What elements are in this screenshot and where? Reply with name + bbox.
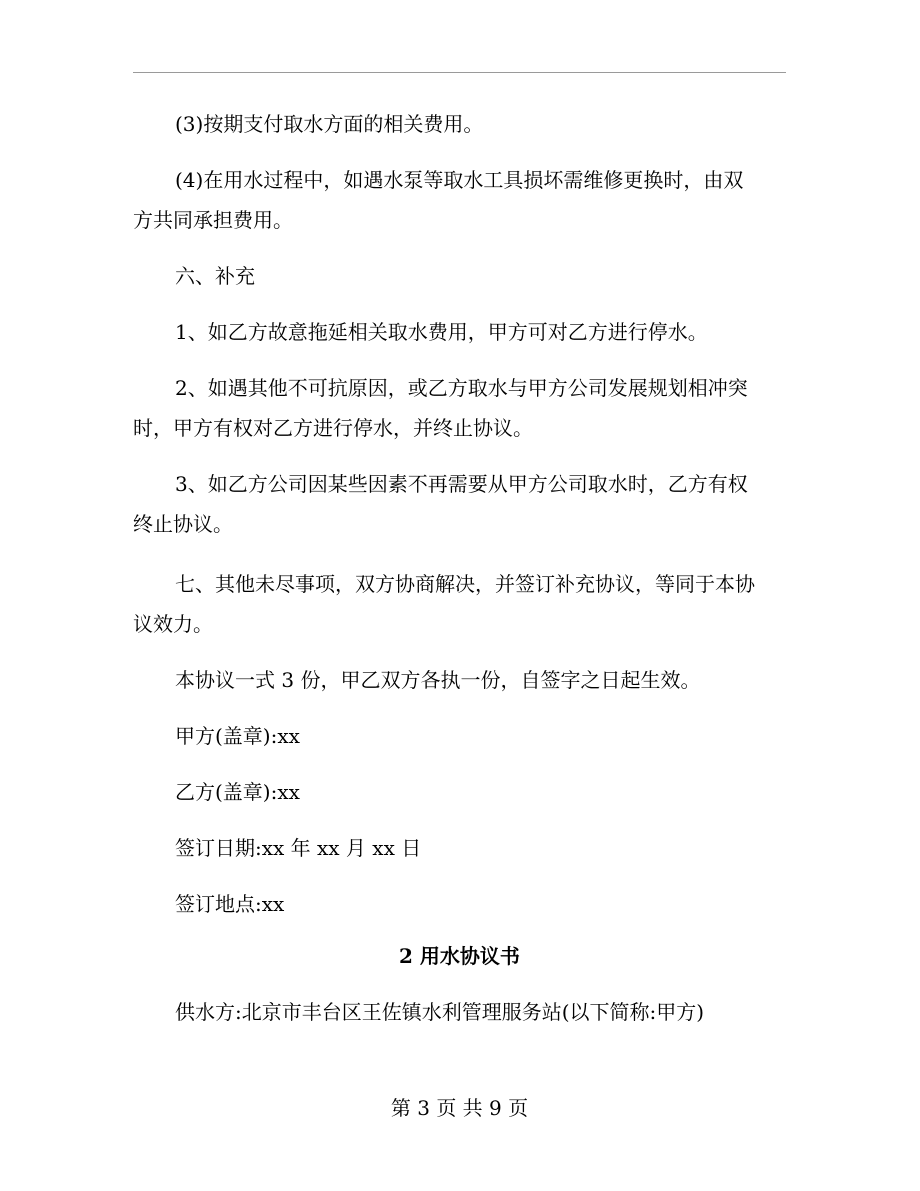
section-7-line-1: 七、其他未尽事项，双方协商解决，并签订补充协议，等同于本协 bbox=[175, 572, 755, 596]
section-title: 2 用水协议书 bbox=[399, 944, 520, 968]
clause-4-line-2: 方共同承担费用。 bbox=[133, 208, 293, 232]
signing-place: 签订地点:xx bbox=[175, 892, 285, 916]
signing-date: 签订日期:xx 年 xx 月 xx 日 bbox=[175, 836, 422, 860]
supplement-3-line-1: 3、如乙方公司因某些因素不再需要从甲方公司取水时，乙方有权 bbox=[175, 472, 748, 496]
page-number: 第 3 页 共 9 页 bbox=[390, 1096, 529, 1120]
section-7-line-2: 议效力。 bbox=[133, 612, 213, 636]
supplement-2-line-2: 时，甲方有权对乙方进行停水，并终止协议。 bbox=[133, 416, 533, 440]
header-rule bbox=[133, 72, 786, 73]
section-6-heading: 六、补充 bbox=[175, 264, 255, 288]
supplement-3-line-2: 终止协议。 bbox=[133, 512, 233, 536]
party-b-seal: 乙方(盖章):xx bbox=[175, 780, 300, 804]
party-a-seal: 甲方(盖章):xx bbox=[175, 724, 300, 748]
clause-4-line-1: (4)在用水过程中，如遇水泵等取水工具损坏需维修更换时，由双 bbox=[175, 168, 744, 192]
clause-3-payment: (3)按期支付取水方面的相关费用。 bbox=[175, 112, 484, 136]
supplement-2-line-1: 2、如遇其他不可抗原因，或乙方取水与甲方公司发展规划相冲突 bbox=[175, 376, 748, 400]
copies-clause: 本协议一式 3 份，甲乙双方各执一份，自签字之日起生效。 bbox=[175, 668, 701, 692]
supplement-1: 1、如乙方故意拖延相关取水费用，甲方可对乙方进行停水。 bbox=[175, 320, 708, 344]
supplier-line: 供水方:北京市丰台区王佐镇水利管理服务站(以下简称:甲方) bbox=[175, 1000, 705, 1024]
